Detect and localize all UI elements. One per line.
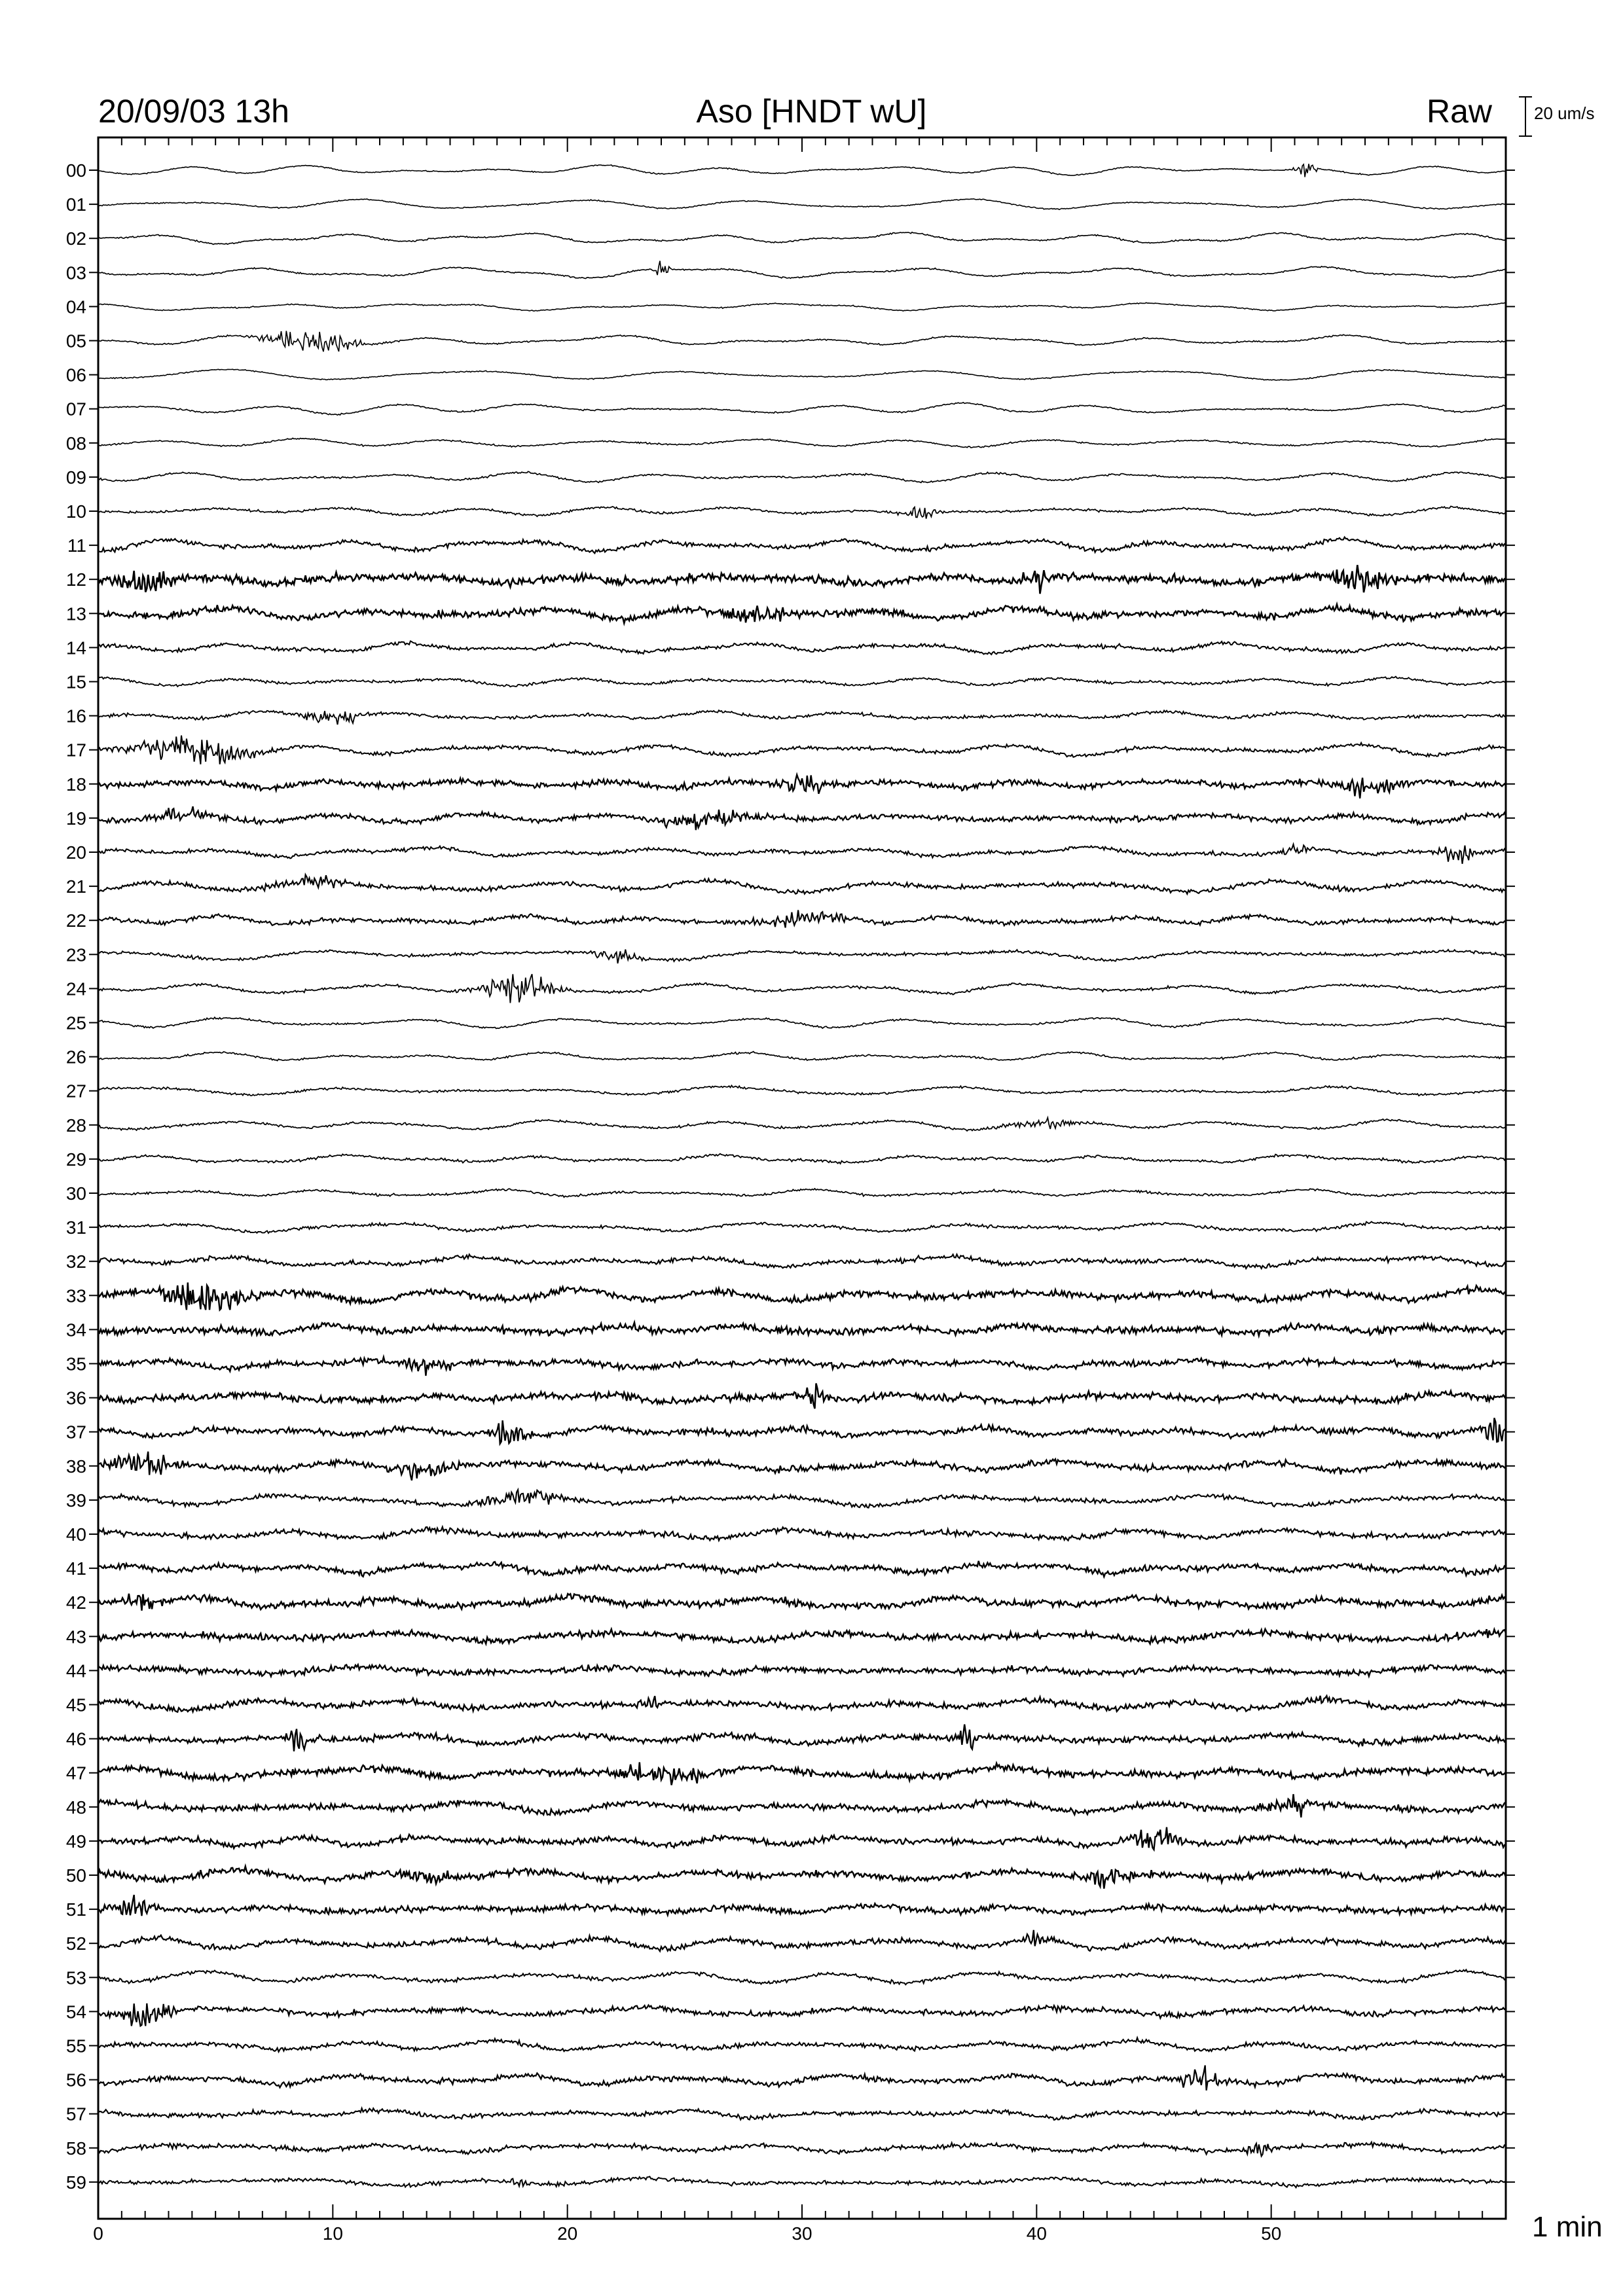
- trace-line: [98, 1827, 1506, 1850]
- trace-line: [98, 604, 1506, 623]
- trace-line: [98, 1357, 1506, 1376]
- trace-line: [98, 677, 1506, 687]
- trace-line: [98, 302, 1506, 311]
- trace-line: [98, 874, 1506, 894]
- trace-line: [98, 2177, 1506, 2188]
- trace-line: [98, 775, 1506, 798]
- row-label: 56: [65, 2070, 86, 2090]
- trace-line: [98, 199, 1506, 209]
- row-label: 11: [67, 535, 86, 556]
- traces: [98, 164, 1506, 2187]
- row-label: 24: [65, 978, 86, 999]
- row-label: 44: [65, 1660, 86, 1681]
- row-label: 36: [65, 1388, 86, 1408]
- row-label: 05: [65, 331, 86, 351]
- row-label: 53: [65, 1967, 86, 1988]
- trace-line: [98, 261, 1506, 279]
- trace-line: [98, 164, 1506, 177]
- x-axis-unit-label: 1 min: [1532, 2211, 1603, 2243]
- trace-line: [98, 1629, 1506, 1644]
- trace-line: [98, 910, 1506, 928]
- row-label: 30: [65, 1183, 86, 1204]
- trace-line: [98, 1725, 1506, 1751]
- plot-mode-label: Raw: [1426, 93, 1492, 130]
- row-label: 19: [65, 808, 86, 829]
- trace-line: [98, 1561, 1506, 1577]
- row-label: 21: [65, 876, 86, 897]
- trace-line: [98, 641, 1506, 655]
- trace-line: [98, 1794, 1506, 1817]
- row-label: 15: [65, 672, 86, 692]
- row-label: 12: [65, 569, 86, 590]
- row-label: 10: [65, 501, 86, 522]
- trace-line: [98, 1189, 1506, 1197]
- trace-line: [98, 2142, 1506, 2156]
- trace-line: [98, 950, 1506, 963]
- trace-line: [98, 974, 1506, 1003]
- x-tick-labels: [93, 2223, 1281, 2244]
- trace-line: [98, 2037, 1506, 2051]
- trace-line: [98, 1154, 1506, 1164]
- trace-line: [98, 1763, 1506, 1785]
- row-label: 26: [65, 1047, 86, 1067]
- trace-line: [98, 507, 1506, 519]
- row-label: 55: [65, 2036, 86, 2056]
- trace-line: [98, 438, 1506, 448]
- trace-line: [98, 2108, 1506, 2120]
- trace-line: [98, 844, 1506, 864]
- row-label: 50: [65, 1865, 86, 1886]
- row-label: 33: [65, 1285, 86, 1306]
- trace-line: [98, 232, 1506, 245]
- plot-title: Aso [HNDT wU]: [696, 93, 927, 130]
- trace-line: [98, 736, 1506, 764]
- row-label: 37: [65, 1422, 86, 1443]
- trace-line: [98, 1452, 1506, 1480]
- row-labels: [66, 160, 86, 2193]
- row-label: 01: [65, 194, 86, 215]
- row-label: 02: [65, 228, 86, 249]
- row-label: 49: [65, 1831, 86, 1852]
- row-label: 41: [65, 1558, 86, 1579]
- trace-line: [98, 1118, 1506, 1131]
- row-label: 43: [65, 1626, 86, 1647]
- row-label: 38: [65, 1456, 86, 1477]
- row-label: 31: [65, 1217, 86, 1238]
- row-label: 07: [65, 399, 86, 420]
- trace-line: [98, 1664, 1506, 1676]
- trace-line: [98, 1384, 1506, 1409]
- trace-line: [98, 710, 1506, 725]
- trace-line: [98, 331, 1506, 352]
- row-label: 39: [65, 1490, 86, 1511]
- row-label: 34: [65, 1319, 86, 1340]
- row-label: 20: [65, 842, 86, 863]
- trace-line: [98, 2003, 1506, 2026]
- row-label: 32: [65, 1251, 86, 1272]
- row-label: 47: [65, 1763, 86, 1784]
- row-label: 58: [65, 2138, 86, 2159]
- row-label: 45: [65, 1695, 86, 1715]
- trace-line: [98, 1222, 1506, 1234]
- trace-line: [98, 369, 1506, 380]
- trace-line: [98, 2066, 1506, 2090]
- row-label: 48: [65, 1797, 86, 1818]
- x-tick-label: 40: [1026, 2223, 1047, 2244]
- row-label: 08: [65, 433, 86, 454]
- trace-line: [98, 1323, 1506, 1336]
- row-label: 54: [65, 2001, 86, 2022]
- row-label: 04: [65, 296, 86, 317]
- trace-line: [98, 1527, 1506, 1541]
- x-tick-label: 20: [557, 2223, 578, 2244]
- row-label: 03: [65, 262, 86, 283]
- trace-line: [98, 1867, 1506, 1889]
- trace-line: [98, 1490, 1506, 1507]
- trace-line: [98, 1255, 1506, 1269]
- x-tick-label: 30: [792, 2223, 812, 2244]
- trace-line: [98, 471, 1506, 482]
- row-label: 46: [65, 1729, 86, 1749]
- trace-line: [98, 1052, 1506, 1061]
- row-label: 40: [65, 1524, 86, 1545]
- row-label: 06: [65, 365, 86, 386]
- trace-line: [98, 1969, 1506, 1984]
- row-label: 42: [65, 1592, 86, 1613]
- trace-line: [98, 1418, 1506, 1444]
- row-label: 23: [65, 944, 86, 965]
- trace-line: [98, 1085, 1506, 1096]
- trace-line: [98, 1930, 1506, 1951]
- trace-line: [98, 537, 1506, 554]
- trace-line: [98, 1696, 1506, 1712]
- amplitude-scale-label: 20 um/s: [1534, 103, 1595, 123]
- trace-line: [98, 565, 1506, 594]
- row-label: 28: [65, 1115, 86, 1136]
- amplitude-scale-bar: [1519, 97, 1532, 136]
- row-label: 27: [65, 1081, 86, 1102]
- trace-line: [98, 806, 1506, 830]
- row-label: 57: [65, 2104, 86, 2125]
- row-label: 51: [65, 1899, 86, 1920]
- row-label: 13: [65, 603, 86, 624]
- row-label: 52: [65, 1933, 86, 1954]
- x-tick-label: 10: [322, 2223, 343, 2244]
- trace-line: [98, 1895, 1506, 1916]
- row-label: 22: [65, 910, 86, 931]
- row-label: 09: [65, 467, 86, 488]
- row-label: 14: [65, 637, 86, 658]
- row-label: 16: [65, 706, 86, 726]
- trace-line: [98, 1594, 1506, 1611]
- row-label: 29: [65, 1149, 86, 1170]
- trace-line: [98, 403, 1506, 415]
- trace-line: [98, 1017, 1506, 1028]
- row-label: 35: [65, 1354, 86, 1374]
- row-label: 25: [65, 1013, 86, 1033]
- plot-date: 20/09/03 13h: [98, 93, 289, 130]
- tick-marks: [89, 137, 1515, 2219]
- row-label: 59: [65, 2172, 86, 2193]
- x-tick-label: 0: [93, 2223, 103, 2244]
- row-label: 17: [65, 740, 86, 761]
- row-label: 00: [65, 160, 86, 181]
- row-label: 18: [65, 774, 86, 795]
- trace-line: [98, 1283, 1506, 1310]
- x-tick-label: 50: [1261, 2223, 1282, 2244]
